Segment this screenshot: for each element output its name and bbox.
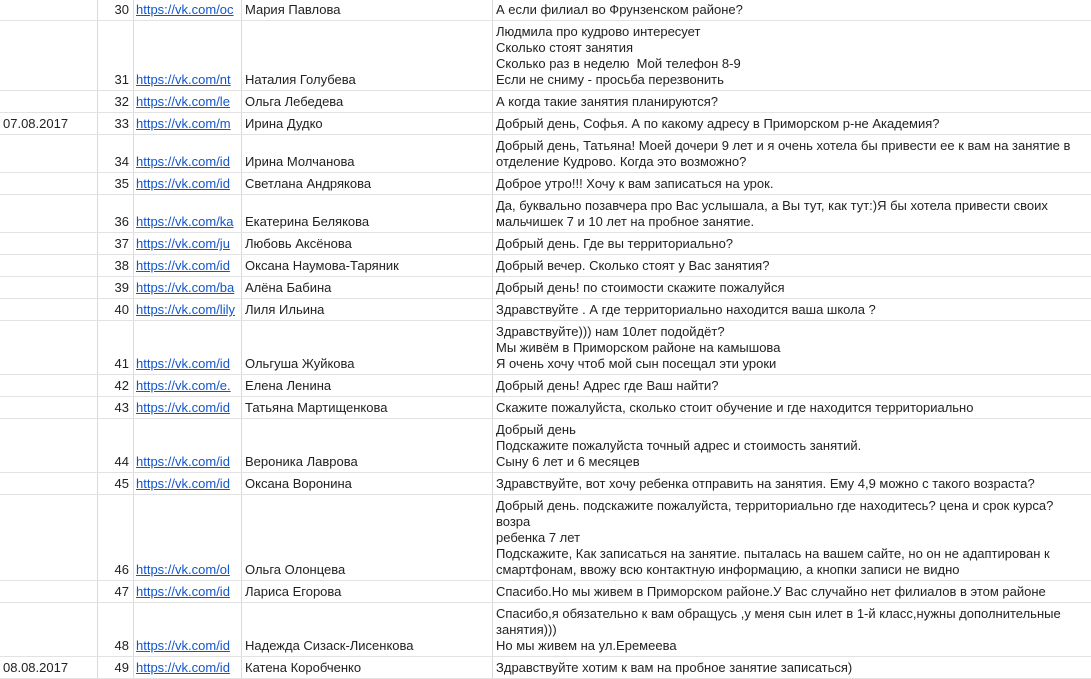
table-row — [0, 473, 1091, 495]
link-cell[interactable] — [134, 495, 242, 580]
profile-link[interactable]: https://vk.com/ba — [136, 280, 235, 295]
link-cell[interactable] — [134, 233, 242, 254]
link-cell[interactable] — [134, 419, 242, 472]
number-cell[interactable]: 38 — [98, 255, 134, 276]
link-cell[interactable] — [134, 321, 242, 374]
name-cell[interactable]: Лариса Егорова — [242, 581, 493, 602]
number-cell[interactable]: 40 — [98, 299, 134, 320]
profile-link[interactable]: https://vk.com/ju — [136, 236, 230, 251]
table-row — [0, 299, 1091, 321]
number-cell[interactable]: 45 — [98, 473, 134, 494]
table-row — [0, 0, 1091, 21]
link-cell[interactable] — [134, 581, 242, 602]
date-cell[interactable] — [0, 0, 98, 20]
table-row — [0, 657, 1091, 679]
profile-link[interactable]: https://vk.com/le — [136, 94, 230, 109]
message-cell[interactable]: Здравствуйте, вот хочу ребенка отправить на занятия. Ему 4,9 можно с такого возраста? — [496, 476, 1035, 491]
link-cell[interactable] — [134, 195, 242, 232]
table-row — [0, 321, 1091, 375]
name-cell[interactable]: Надежда Сизаск-Лисенкова — [242, 603, 493, 656]
date-cell[interactable] — [0, 21, 98, 90]
message-cell[interactable]: Здравствуйте))) нам 10лет подойдёт? Мы живём в Приморском районе на камышова Я очень хочу чтоб мой сын посещал эти уроки — [496, 324, 781, 371]
table-row — [0, 255, 1091, 277]
link-cell[interactable] — [134, 0, 242, 20]
name-cell[interactable]: Вероника Лаврова — [242, 419, 493, 472]
date-cell[interactable] — [0, 195, 98, 232]
link-cell[interactable] — [134, 173, 242, 194]
message-cell[interactable]: Добрый день! Адрес где Ваш найти? — [496, 378, 719, 393]
number-cell[interactable]: 42 — [98, 375, 134, 396]
name-cell[interactable]: Татьяна Мартищенкова — [242, 397, 493, 418]
table-row — [0, 495, 1091, 581]
date-cell[interactable] — [0, 91, 98, 112]
table-row — [0, 135, 1091, 173]
date-cell[interactable] — [0, 277, 98, 298]
name-cell[interactable]: Светлана Андрякова — [242, 173, 493, 194]
number-cell[interactable]: 35 — [98, 173, 134, 194]
date-cell[interactable]: 08.08.2017 — [0, 657, 98, 678]
date-cell[interactable] — [0, 233, 98, 254]
profile-link[interactable]: https://vk.com/id — [136, 176, 230, 191]
name-cell[interactable]: Оксана Наумова-Таряник — [242, 255, 493, 276]
date-cell[interactable] — [0, 419, 98, 472]
profile-link[interactable]: https://vk.com/nt — [136, 72, 231, 87]
message-cell[interactable]: А когда такие занятия планируются? — [496, 94, 718, 109]
number-cell[interactable]: 36 — [98, 195, 134, 232]
message-cell[interactable]: Доброе утро!!! Хочу к вам записаться на урок. — [496, 176, 774, 191]
table-row — [0, 277, 1091, 299]
name-cell[interactable]: Ольга Лебедева — [242, 91, 493, 112]
profile-link[interactable]: https://vk.com/oc — [136, 2, 234, 17]
number-cell[interactable]: 34 — [98, 135, 134, 172]
message-cell[interactable]: Здравствуйте . А где территориально находится ваша школа ? — [496, 302, 876, 317]
profile-link[interactable]: https://vk.com/id — [136, 400, 230, 415]
message-cell[interactable]: Людмила про кудрово интересует Сколько стоят занятия Сколько раз в неделю Мой телефон 8-9 Если не сниму - просьба перезвонить — [496, 24, 741, 87]
number-cell[interactable]: 33 — [98, 113, 134, 134]
table-row — [0, 195, 1091, 233]
profile-link[interactable]: https://vk.com/id — [136, 454, 230, 469]
link-cell[interactable] — [134, 21, 242, 90]
message-cell[interactable]: Здравствуйте хотим к вам на пробное занятие записаться) — [496, 660, 853, 675]
profile-link[interactable]: https://vk.com/id — [136, 154, 230, 169]
table-row — [0, 91, 1091, 113]
number-cell[interactable]: 49 — [98, 657, 134, 678]
link-cell[interactable] — [134, 255, 242, 276]
number-cell[interactable]: 31 — [98, 21, 134, 90]
message-cell[interactable]: Спасибо,я обязательно к вам обращусь ,у меня сын илет в 1-й класс,нужны дополнительные занятия))) Но мы живем на ул.Еремеева — [496, 606, 1061, 653]
profile-link[interactable]: https://vk.com/id — [136, 258, 230, 273]
link-cell[interactable] — [134, 657, 242, 678]
number-cell[interactable]: 47 — [98, 581, 134, 602]
message-cell[interactable]: А если филиал во Фрунзенском районе? — [496, 2, 743, 17]
profile-link[interactable]: https://vk.com/lily — [136, 302, 235, 317]
name-cell[interactable]: Мария Павлова — [242, 0, 493, 20]
date-cell[interactable] — [0, 581, 98, 602]
date-cell[interactable] — [0, 603, 98, 656]
date-cell[interactable] — [0, 299, 98, 320]
name-cell[interactable]: Ольга Олонцева — [242, 495, 493, 580]
message-cell[interactable]: Добрый день! по стоимости скажите пожалуйся — [496, 280, 785, 295]
name-cell[interactable]: Любовь Аксёнова — [242, 233, 493, 254]
name-cell[interactable]: Алёна Бабина — [242, 277, 493, 298]
link-cell[interactable] — [134, 375, 242, 396]
link-cell[interactable] — [134, 603, 242, 656]
table-row — [0, 581, 1091, 603]
number-cell[interactable]: 43 — [98, 397, 134, 418]
name-cell[interactable]: Катена Коробченко — [242, 657, 493, 678]
number-cell[interactable]: 37 — [98, 233, 134, 254]
profile-link[interactable]: https://vk.com/ka — [136, 214, 234, 229]
name-cell[interactable]: Ольгуша Жуйкова — [242, 321, 493, 374]
message-cell[interactable]: Добрый день Подскажите пожалуйста точный адрес и стоимость занятий. Сыну 6 лет и 6 месяцев — [496, 422, 862, 469]
profile-link[interactable]: https://vk.com/id — [136, 660, 230, 675]
number-cell[interactable]: 44 — [98, 419, 134, 472]
link-cell[interactable] — [134, 397, 242, 418]
date-cell[interactable]: 07.08.2017 — [0, 113, 98, 134]
table-row — [0, 173, 1091, 195]
date-cell[interactable] — [0, 255, 98, 276]
date-cell[interactable] — [0, 321, 98, 374]
message-cell[interactable]: Спасибо.Но мы живем в Приморском районе.У Вас случайно нет филиалов в этом районе — [496, 584, 1046, 599]
number-cell[interactable]: 30 — [98, 0, 134, 20]
table-row — [0, 603, 1091, 657]
profile-link[interactable]: https://vk.com/ol — [136, 562, 230, 577]
number-cell[interactable]: 48 — [98, 603, 134, 656]
link-cell[interactable] — [134, 299, 242, 320]
table-row — [0, 397, 1091, 419]
message-cell[interactable]: Да, буквально позавчера про Вас услышала, а Вы тут, как тут:)Я бы хотела привести своих мальчишек 7 и 10 лет на пробное занятие. — [496, 198, 1048, 229]
number-cell[interactable]: 41 — [98, 321, 134, 374]
link-cell[interactable] — [134, 135, 242, 172]
date-cell[interactable] — [0, 495, 98, 580]
number-cell[interactable]: 46 — [98, 495, 134, 580]
profile-link[interactable]: https://vk.com/m — [136, 116, 231, 131]
number-cell[interactable]: 32 — [98, 91, 134, 112]
name-cell[interactable]: Ирина Молчанова — [242, 135, 493, 172]
table-row — [0, 375, 1091, 397]
name-cell[interactable]: Наталия Голубева — [242, 21, 493, 90]
message-cell[interactable]: Добрый день. подскажите пожалуйста, территориально где находитесь? цена и срок курса? возра ребенка 7 лет Подскажите, Как записаться на занятие. пыталась на вашем сайте, но он не адаптирован к смартфонам, ввожу всю контактную информацию, а кнопки записи не видно — [496, 498, 1054, 577]
date-cell[interactable] — [0, 173, 98, 194]
name-cell[interactable]: Елена Ленина — [242, 375, 493, 396]
name-cell[interactable]: Екатерина Белякова — [242, 195, 493, 232]
message-cell[interactable]: Добрый день. Где вы территориально? — [496, 236, 734, 251]
profile-link[interactable]: https://vk.com/e. — [136, 378, 231, 393]
message-cell[interactable]: Добрый вечер. Сколько стоят у Вас занятия? — [496, 258, 770, 273]
profile-link[interactable]: https://vk.com/id — [136, 638, 230, 653]
table-row — [0, 113, 1091, 135]
table-row — [0, 233, 1091, 255]
date-cell[interactable] — [0, 375, 98, 396]
name-cell[interactable]: Лиля Ильина — [242, 299, 493, 320]
profile-link[interactable]: https://vk.com/id — [136, 584, 230, 599]
message-cell[interactable]: Скажите пожалуйста, сколько стоит обучение и где находится территориально — [496, 400, 974, 415]
link-cell[interactable] — [134, 113, 242, 134]
date-cell[interactable] — [0, 397, 98, 418]
message-cell[interactable]: Добрый день, Татьяна! Моей дочери 9 лет и я очень хотела бы привести ее к вам на занятие в отделение Кудрово. Когда это возможно? — [496, 138, 1071, 169]
link-cell[interactable] — [134, 473, 242, 494]
link-cell[interactable] — [134, 277, 242, 298]
profile-link[interactable]: https://vk.com/id — [136, 476, 230, 491]
message-cell[interactable]: Добрый день, Софья. А по какому адресу в Приморском р-не Академия? — [496, 116, 940, 131]
link-cell[interactable] — [134, 91, 242, 112]
name-cell[interactable]: Ирина Дудко — [242, 113, 493, 134]
table-row — [0, 21, 1091, 91]
date-cell[interactable] — [0, 135, 98, 172]
table-row — [0, 419, 1091, 473]
number-cell[interactable]: 39 — [98, 277, 134, 298]
name-cell[interactable]: Оксана Воронина — [242, 473, 493, 494]
profile-link[interactable]: https://vk.com/id — [136, 356, 230, 371]
date-cell[interactable] — [0, 473, 98, 494]
